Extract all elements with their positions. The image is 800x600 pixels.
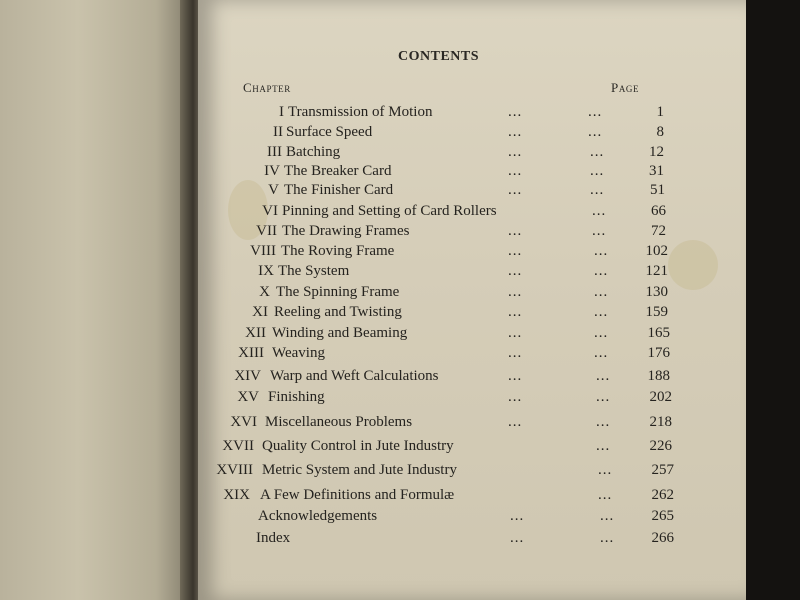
toc-row (0, 263, 800, 283)
page-number: 8 (656, 124, 664, 140)
chapter-title: Winding and Beaming (272, 325, 408, 341)
chapter-number: XII (245, 325, 266, 341)
toc-row (0, 487, 800, 507)
leader-dots: ... (508, 284, 523, 300)
leader-dots: ... (594, 243, 609, 259)
contents-heading: CONTENTS (398, 49, 480, 64)
toc-row (0, 182, 800, 202)
toc-row (0, 104, 800, 124)
leader-dots: ... (596, 438, 611, 454)
chapter-number: III (267, 144, 282, 160)
chapter-number: VII (256, 223, 277, 239)
chapter-number: XIII (238, 345, 264, 361)
toc-row (0, 345, 800, 365)
chapter-number: XVII (222, 438, 254, 454)
leader-dots: ... (590, 182, 605, 198)
chapter-number: VIII (250, 243, 276, 259)
leader-dots: ... (510, 530, 525, 546)
leader-dots: ... (510, 508, 525, 524)
leader-dots: ... (508, 325, 523, 341)
page-number: 202 (649, 389, 672, 405)
chapter-title: Metric System and Jute Industry (262, 462, 457, 478)
chapter-title: The Drawing Frames (282, 223, 410, 239)
page-number: 257 (651, 462, 674, 478)
leader-dots: ... (590, 144, 605, 160)
page-number: 102 (645, 243, 668, 259)
chapter-number: II (273, 124, 283, 140)
chapter-title: Reeling and Twisting (274, 304, 402, 320)
chapter-title: A Few Definitions and Formulæ (260, 487, 455, 503)
chapter-title: Surface Speed (286, 124, 373, 140)
leader-dots: ... (508, 144, 523, 160)
chapter-title: Batching (286, 144, 341, 160)
leader-dots: ... (592, 203, 607, 219)
chapter-title: Pinning and Setting of Card Rollers (282, 203, 497, 219)
leader-dots: ... (588, 124, 603, 140)
leader-dots: ... (508, 414, 523, 430)
chapter-title: The Roving Frame (281, 243, 395, 259)
toc-row (0, 284, 800, 304)
leader-dots: ... (594, 325, 609, 341)
leader-dots: ... (594, 263, 609, 279)
chapter-title: Acknowledgements (258, 508, 378, 524)
leader-dots: ... (594, 304, 609, 320)
leader-dots: ... (508, 389, 523, 405)
chapter-title: The Finisher Card (284, 182, 394, 198)
leader-dots: ... (508, 243, 523, 259)
chapter-title: The Breaker Card (284, 163, 392, 179)
chapter-title: Transmission of Motion (288, 104, 433, 120)
leader-dots: ... (594, 345, 609, 361)
chapter-title: Weaving (272, 345, 325, 361)
chapter-title: The Spinning Frame (276, 284, 400, 300)
leader-dots: ... (508, 345, 523, 361)
page-number: 72 (651, 223, 666, 239)
leader-dots: ... (590, 163, 605, 179)
leader-dots: ... (508, 263, 523, 279)
chapter-column-label: Chapter (243, 80, 291, 95)
toc-row (0, 325, 800, 345)
leader-dots: ... (508, 182, 523, 198)
chapter-title: Index (256, 530, 291, 546)
page-number: 262 (651, 487, 674, 503)
page-number: 66 (651, 203, 666, 219)
page-number: 265 (651, 508, 674, 524)
toc-row (0, 223, 800, 243)
page-number: 130 (645, 284, 668, 300)
page-number: 266 (651, 530, 674, 546)
toc-row (0, 124, 800, 144)
toc-row (0, 163, 800, 183)
leader-dots: ... (596, 368, 611, 384)
chapter-title: Finishing (268, 389, 325, 405)
leader-dots: ... (598, 462, 613, 478)
leader-dots: ... (588, 104, 603, 120)
leader-dots: ... (596, 414, 611, 430)
toc-row (0, 414, 800, 434)
leader-dots: ... (508, 163, 523, 179)
chapter-number: VI (262, 203, 278, 219)
toc-row (0, 438, 800, 458)
chapter-number: XVIII (216, 462, 253, 478)
page-number: 176 (647, 345, 670, 361)
toc-row (0, 508, 800, 528)
toc-row (0, 368, 800, 388)
toc-row (0, 144, 800, 164)
chapter-number: XV (237, 389, 259, 405)
toc-row (0, 389, 800, 409)
page-number: 159 (645, 304, 668, 320)
leader-dots: ... (600, 530, 615, 546)
chapter-title: The System (278, 263, 350, 279)
page-number: 12 (649, 144, 664, 160)
chapter-number: I (279, 104, 284, 120)
leader-dots: ... (508, 104, 523, 120)
leader-dots: ... (508, 124, 523, 140)
toc-row (0, 304, 800, 324)
toc-row (0, 203, 800, 223)
page-number: 188 (647, 368, 670, 384)
page-number: 165 (647, 325, 670, 341)
page-number: 31 (649, 163, 664, 179)
leader-dots: ... (508, 304, 523, 320)
chapter-number: X (259, 284, 270, 300)
page-column-label: Page (611, 80, 640, 95)
chapter-number: IV (264, 163, 280, 179)
leader-dots: ... (594, 284, 609, 300)
chapter-title: Warp and Weft Calculations (270, 368, 439, 384)
leader-dots: ... (592, 223, 607, 239)
chapter-number: XVI (230, 414, 257, 430)
page-number: 121 (645, 263, 668, 279)
toc-row (0, 530, 800, 550)
toc-row (0, 462, 800, 482)
chapter-number: XI (252, 304, 268, 320)
chapter-number: XIV (234, 368, 261, 384)
leader-dots: ... (600, 508, 615, 524)
chapter-number: V (268, 182, 279, 198)
page-number: 51 (650, 182, 665, 198)
chapter-title: Miscellaneous Problems (265, 414, 413, 430)
chapter-title: Quality Control in Jute Industry (262, 438, 454, 454)
chapter-number: IX (258, 263, 274, 279)
leader-dots: ... (596, 389, 611, 405)
page-number: 226 (649, 438, 672, 454)
page-number: 1 (656, 104, 664, 120)
leader-dots: ... (598, 487, 613, 503)
page-number: 218 (649, 414, 672, 430)
leader-dots: ... (508, 223, 523, 239)
chapter-number: XIX (223, 487, 250, 503)
leader-dots: ... (508, 368, 523, 384)
toc-row (0, 243, 800, 263)
